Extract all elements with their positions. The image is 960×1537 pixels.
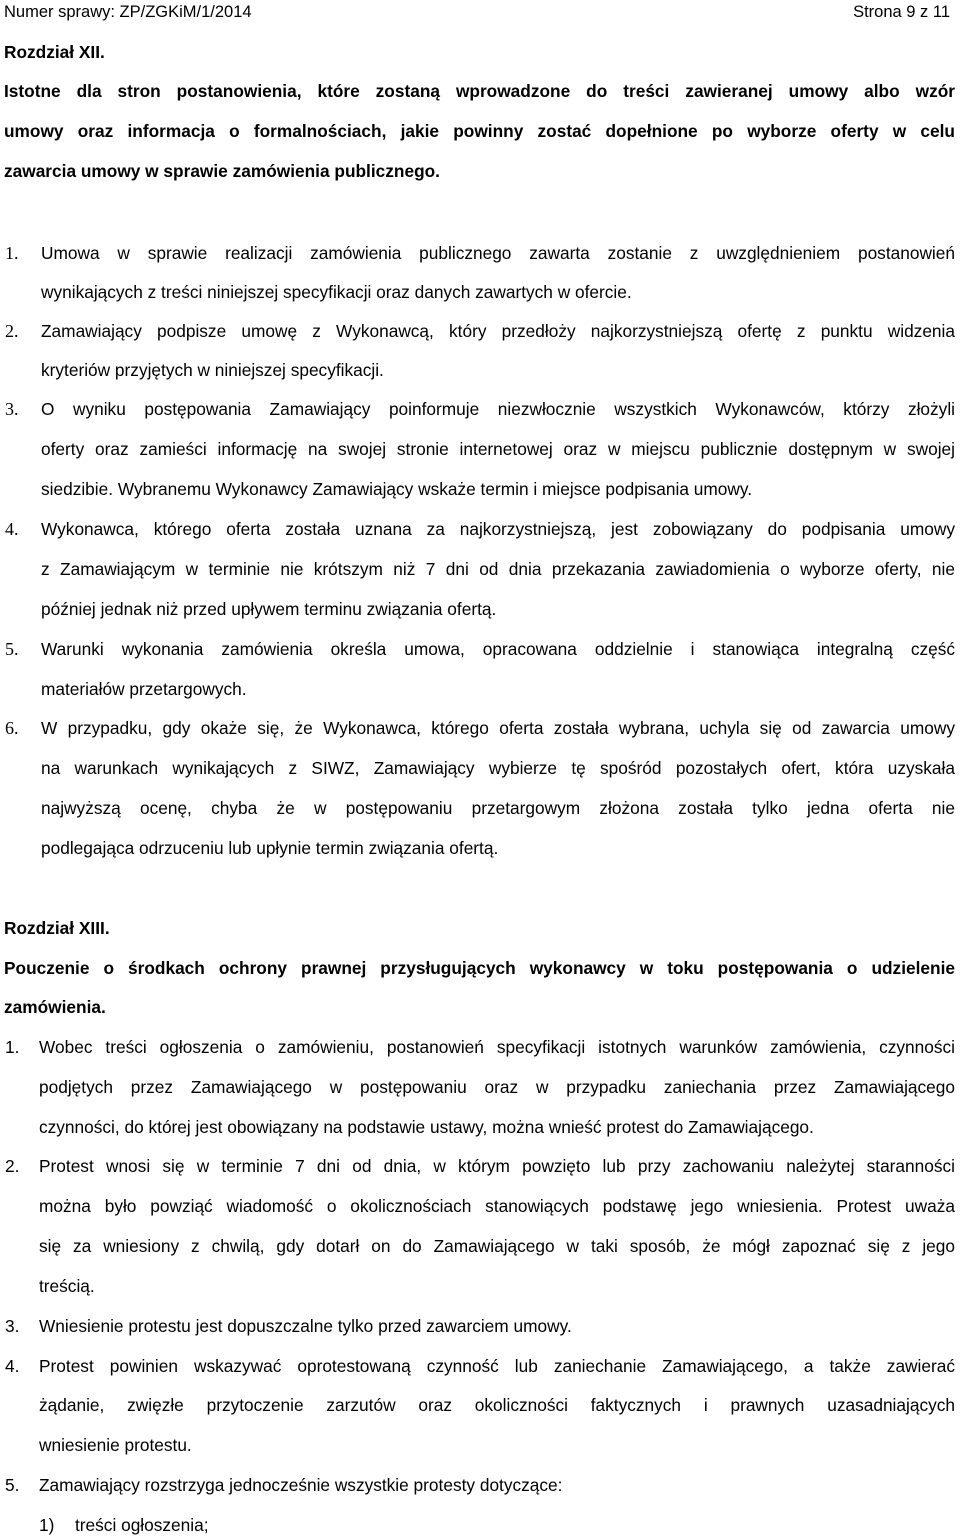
list-item-text: później jednak niż przed upływem terminu związania ofertą.: [41, 599, 497, 619]
chapter-12-title-line-3: zawarcia umowy w sprawie zamówienia publicznego.: [4, 161, 440, 181]
list-item-number: 6.: [5, 718, 19, 738]
list-item-text: Wniesienie protestu jest dopuszczalne tylko przed zawarciem umowy.: [39, 1316, 572, 1336]
list-item-text: materiałów przetargowych.: [41, 679, 247, 699]
sub-item-text: treści ogłoszenia;: [75, 1515, 209, 1535]
list-item-text: W przypadku, gdy okaże się, że Wykonawca, którego oferta została wybrana, uchyla się od zawarcia umowy: [41, 718, 955, 738]
page-header: [4, 1, 950, 23]
list-item-text: wniesienie protestu.: [39, 1435, 192, 1455]
list-item-text: treścią.: [39, 1276, 95, 1296]
list-item-text: Warunki wykonania zamówienia określa umowa, opracowana oddzielnie i stanowiąca integralną część: [41, 639, 955, 659]
chapter-13-title-line-2: zamówienia.: [4, 997, 106, 1017]
list-item-text: czynności, do której jest obowiązany na podstawie ustawy, można wnieść protest do Zamawiającego.: [39, 1117, 814, 1137]
page-number: Strona 9 z 11: [853, 3, 950, 21]
list-item-text: Zamawiający rozstrzyga jednocześnie wszystkie protesty dotyczące:: [39, 1475, 563, 1495]
chapter-12-title-line-1: Istotne dla stron postanowienia, które zostaną wprowadzone do treści zawieranej umowy albo wzór: [4, 81, 955, 101]
sub-item-number: 1): [39, 1515, 55, 1535]
chapter-12-label: Rozdział XII.: [4, 42, 105, 62]
list-item-text: z Zamawiającym w terminie nie krótszym niż 7 dni od dnia przekazania zawiadomienia o wyborze oferty, nie: [41, 559, 955, 579]
list-item-text: na warunkach wynikających z SIWZ, Zamawiający wybierze tę spośród pozostałych ofert, która uzyskała: [41, 758, 955, 778]
list-item-text: podlegająca odrzuceniu lub upłynie termin związania ofertą.: [41, 838, 499, 858]
list-item-number: 3.: [5, 399, 19, 419]
list-item-text: podjętych przez Zamawiającego w postępowaniu oraz w przypadku zaniechania przez Zamawiającego: [39, 1077, 955, 1097]
list-item-text: najwyższą ocenę, chyba że w postępowaniu przetargowym złożona została tylko jedna oferta nie: [41, 798, 955, 818]
list-item-text: Umowa w sprawie realizacji zamówienia publicznego zawarta zostanie z uwzględnieniem postanowień: [41, 243, 955, 263]
list-item-number: 5.: [5, 639, 19, 659]
list-item-text: Protest powinien wskazywać oprotestowaną czynność lub zaniechanie Zamawiającego, a także zawierać: [39, 1356, 955, 1376]
list-item-number: 5.: [5, 1475, 20, 1495]
list-item-text: się za wniesiony z chwilą, gdy dotarł on do Zamawiającego w taki sposób, że mógł zapoznać się z jego: [39, 1236, 955, 1256]
list-item-text: można było powziąć wiadomość o okolicznościach stanowiących podstawę jego wniesienia. Protest uważa: [39, 1196, 955, 1216]
chapter-13-label: Rozdział XIII.: [4, 918, 110, 938]
chapter-12-title-line-2: umowy oraz informacja o formalnościach, jakie powinny zostać dopełnione po wyborze oferty w celu: [4, 121, 955, 141]
list-item-text: oferty oraz zamieści informację na swojej stronie internetowej oraz w miejscu publicznie dostępnym w swojej: [41, 439, 955, 459]
list-item-number: 3.: [5, 1316, 20, 1336]
list-item-text: Wobec treści ogłoszenia o zamówieniu, postanowień specyfikacji istotnych warunków zamówienia, czynności: [39, 1037, 955, 1057]
list-item-number: 2.: [5, 1156, 20, 1176]
list-item-text: Protest wnosi się w terminie 7 dni od dnia, w którym powzięto lub przy zachowaniu należytej staranności: [39, 1156, 955, 1176]
list-item-number: 1.: [5, 243, 19, 263]
list-item-number: 4.: [5, 519, 19, 539]
case-number: Numer sprawy: ZP/ZGKiM/1/2014: [4, 3, 252, 21]
list-item-number: 1.: [5, 1037, 20, 1057]
list-item-text: wynikających z treści niniejszej specyfikacji oraz danych zawartych w ofercie.: [41, 282, 632, 302]
list-item-text: Wykonawca, którego oferta została uznana za najkorzystniejszą, jest zobowiązany do podpisania umowy: [41, 519, 955, 539]
list-item-number: 2.: [5, 321, 19, 341]
list-item-text: żądanie, zwięzłe przytoczenie zarzutów oraz okoliczności faktycznych i prawnych uzasadniających: [39, 1395, 955, 1415]
list-item-text: kryteriów przyjętych w niniejszej specyfikacji.: [41, 360, 384, 380]
list-item-text: O wyniku postępowania Zamawiający poinformuje niezwłocznie wszystkich Wykonawców, którzy złożyli: [41, 399, 955, 419]
list-item-number: 4.: [5, 1356, 20, 1376]
list-item-text: Zamawiający podpisze umowę z Wykonawcą, który przedłoży najkorzystniejszą ofertę z punktu widzenia: [41, 321, 955, 341]
chapter-13-title-line-1: Pouczenie o środkach ochrony prawnej przysługujących wykonawcy w toku postępowania o udzielenie: [4, 958, 955, 978]
list-item-text: siedzibie. Wybranemu Wykonawcy Zamawiający wskaże termin i miejsce podpisania umowy.: [41, 479, 753, 499]
